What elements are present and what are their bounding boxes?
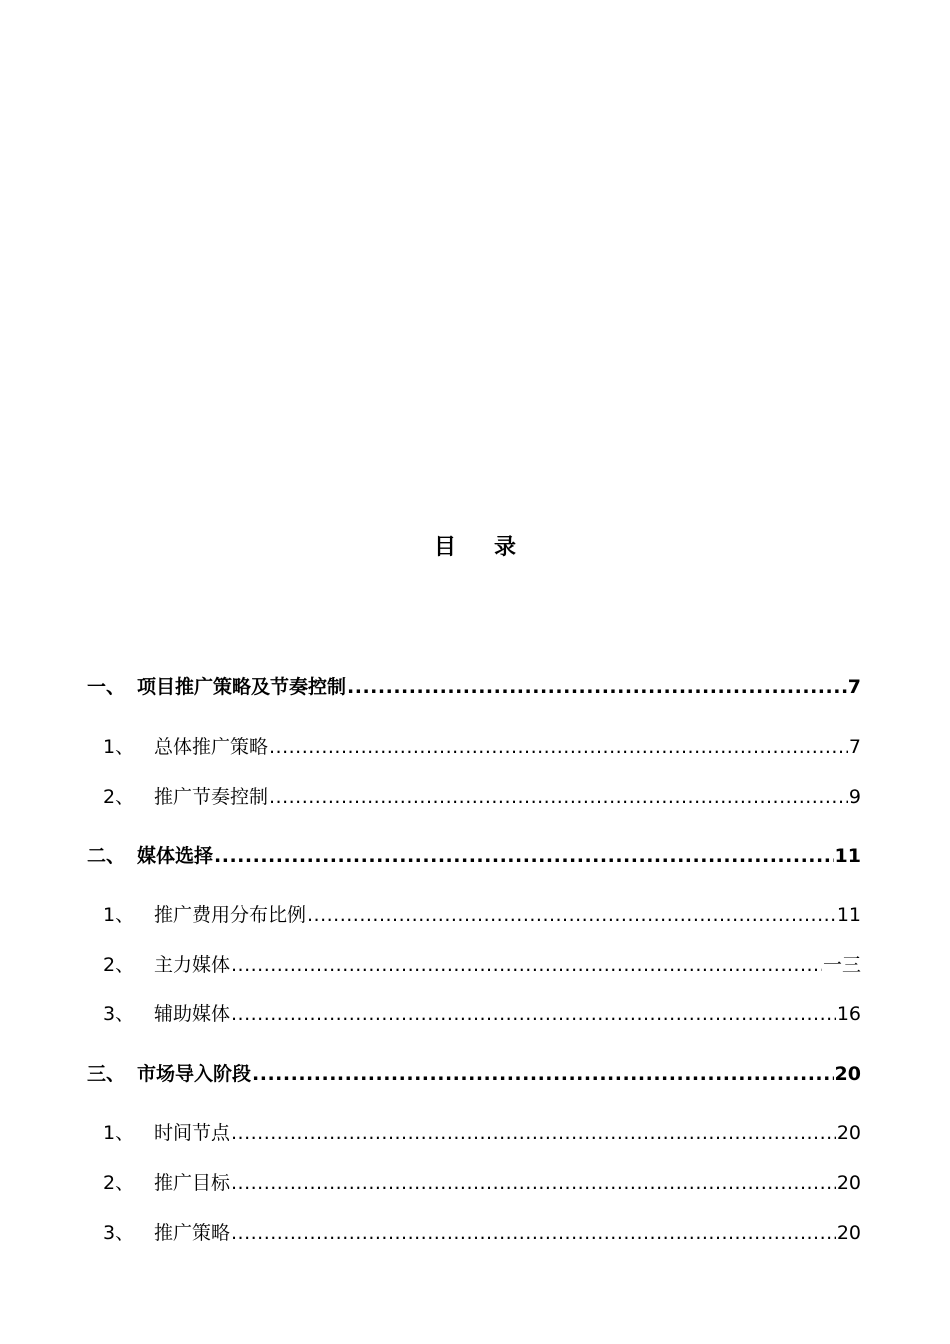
toc-entry-number: 2、: [103, 954, 135, 976]
toc-entry[interactable]: [103, 999, 861, 1029]
toc-entry[interactable]: [103, 782, 861, 812]
toc-entry-label: 主力媒体: [154, 954, 231, 976]
toc-entry-number: 1、: [103, 904, 135, 926]
toc-entry[interactable]: [87, 841, 861, 871]
toc-dot-leader: [231, 1168, 836, 1198]
toc-entry[interactable]: [87, 1059, 861, 1089]
toc-dot-leader: [231, 999, 836, 1029]
toc-entry-number: 二、: [87, 845, 126, 867]
toc-entry-page: 7: [847, 676, 861, 698]
toc-entry-number: 3、: [103, 1003, 135, 1025]
toc-dot-leader: [231, 1218, 836, 1248]
toc-entry-number: 1、: [103, 1122, 135, 1144]
toc-entry[interactable]: [87, 672, 861, 702]
toc-entry-number: 一、: [87, 676, 126, 698]
toc-entry-label: 推广节奏控制: [154, 786, 269, 808]
toc-dot-leader: [347, 672, 847, 702]
toc-entry-page: 20: [836, 1122, 861, 1144]
toc-entry-page: 一三: [822, 954, 861, 976]
toc-dot-leader: [269, 782, 848, 812]
toc-entry-label: 时间节点: [154, 1122, 231, 1144]
toc-entry-number: 2、: [103, 1172, 135, 1194]
toc-dot-leader: [214, 841, 834, 871]
toc-entry-label: 项目推广策略及节奏控制: [137, 676, 347, 698]
toc-entry[interactable]: [103, 950, 861, 980]
toc-entry[interactable]: [103, 732, 861, 762]
toc-entry-page: 16: [836, 1003, 861, 1025]
toc-entry-label: 推广目标: [154, 1172, 231, 1194]
toc-entry[interactable]: [103, 1168, 861, 1198]
toc-entry[interactable]: [103, 1118, 861, 1148]
toc-entry-page: 20: [836, 1172, 861, 1194]
toc-dot-leader: [231, 950, 822, 980]
toc-entry-page: 20: [836, 1222, 861, 1244]
toc-dot-leader: [252, 1059, 834, 1089]
toc-entry-label: 市场导入阶段: [137, 1063, 252, 1085]
page-title-part1: 目: [433, 535, 456, 560]
toc-entry-page: 11: [836, 904, 861, 926]
toc-entry-label: 媒体选择: [137, 845, 214, 867]
toc-entry-label: 辅助媒体: [154, 1003, 231, 1025]
toc-entry-label: 总体推广策略: [154, 736, 269, 758]
toc-entry-page: 20: [834, 1063, 861, 1085]
page-title-part2: 录: [494, 535, 517, 560]
toc-entry-label: 推广费用分布比例: [154, 904, 307, 926]
toc-entry-number: 3、: [103, 1222, 135, 1244]
toc-dot-leader: [307, 900, 836, 930]
toc-entry-page: 9: [848, 786, 861, 808]
toc-entry[interactable]: [103, 1218, 861, 1248]
toc-entry-number: 1、: [103, 736, 135, 758]
toc-entry[interactable]: [103, 900, 861, 930]
toc-entry-page: 7: [848, 736, 861, 758]
toc-dot-leader: [231, 1118, 836, 1148]
toc-entry-page: 11: [834, 845, 861, 867]
toc-dot-leader: [269, 732, 848, 762]
toc-entry-label: 推广策略: [154, 1222, 231, 1244]
toc-entry-number: 三、: [87, 1063, 126, 1085]
toc-entry-number: 2、: [103, 786, 135, 808]
